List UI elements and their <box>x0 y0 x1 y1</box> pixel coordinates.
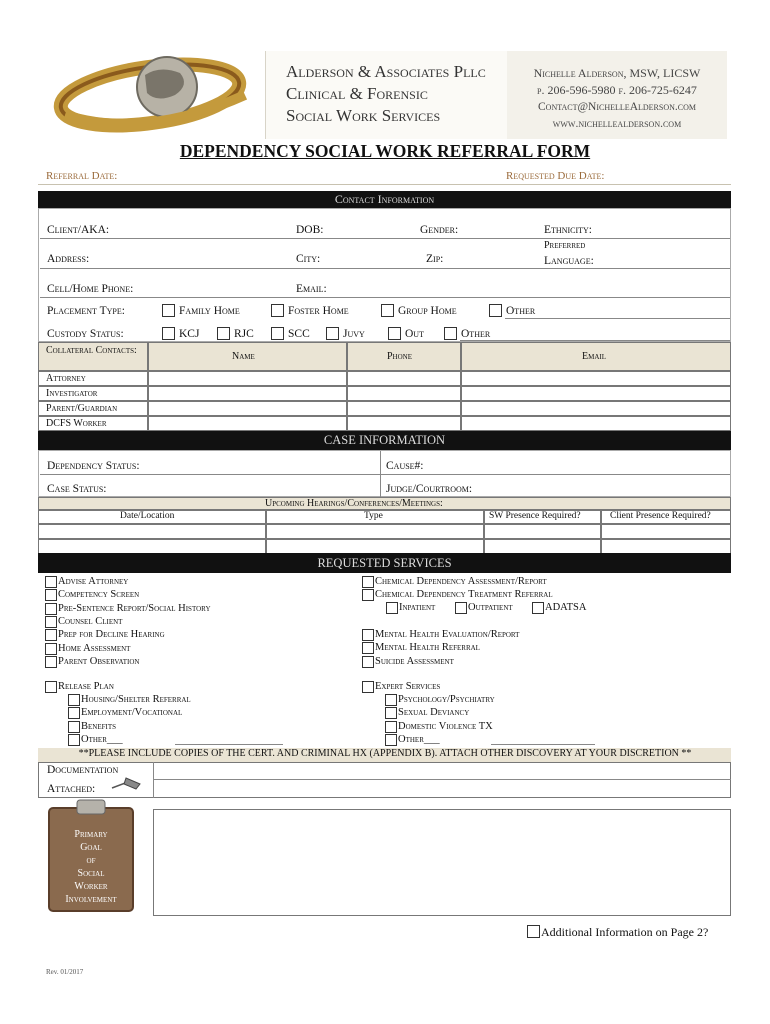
collateral-field-cell[interactable] <box>148 371 347 386</box>
primary-goal-word: Primary <box>74 829 108 840</box>
expert-item-3-checkbox[interactable] <box>385 734 397 746</box>
service-right-top-1-checkbox[interactable] <box>362 589 374 601</box>
kcj-label: KCJ <box>179 328 200 340</box>
release-plan-label: Release Plan <box>58 681 114 692</box>
contact-phones: p. 206-596-5980 f. 206-725-6247 <box>537 83 697 97</box>
rjc-checkbox[interactable] <box>217 327 230 340</box>
service-left-0-checkbox[interactable] <box>45 576 57 588</box>
service-left-4-checkbox[interactable] <box>45 629 57 641</box>
expert-item-2-label: Domestic Violence TX <box>398 720 493 732</box>
hearing-r1-c4[interactable] <box>601 524 731 539</box>
case-line-1 <box>40 474 730 475</box>
case-divider <box>380 451 381 497</box>
collateral-header-label: Collateral Contacts: <box>46 345 137 356</box>
out-checkbox[interactable] <box>388 327 401 340</box>
custody-other-label: Other <box>461 328 491 340</box>
primary-goal-word: Social <box>77 868 105 879</box>
expert-item-2-checkbox[interactable] <box>385 721 397 733</box>
family-home-checkbox[interactable] <box>162 304 175 317</box>
preferred-label: Preferred <box>544 240 586 251</box>
service-right-sub-0-label: Inpatient <box>399 602 436 613</box>
contact-information-bar: Contact Information <box>38 191 731 208</box>
service-left-6-checkbox[interactable] <box>45 656 57 668</box>
custody-status-label: Custody Status: <box>47 328 124 340</box>
gender-label: Gender: <box>420 224 459 236</box>
expert-item-3-label: Other___ <box>398 733 440 745</box>
service-left-0-label: Advise Attorney <box>58 576 129 587</box>
collateral-field-cell[interactable] <box>148 401 347 416</box>
contact-web: www.nichellealderson.com <box>552 118 682 130</box>
requested-due-label: Requested Due Date: <box>506 170 605 182</box>
additional-info-label: Additional Information on Page 2? <box>541 925 709 939</box>
hearing-r2-c2[interactable] <box>266 539 484 554</box>
expert-services-checkbox[interactable] <box>362 681 374 693</box>
documentation-mid-line <box>153 779 731 780</box>
row-line-2 <box>40 268 730 269</box>
expert-item-0-label: Psychology/Psychiatry <box>398 694 495 705</box>
revision-label: Rev. 01/2017 <box>46 968 84 976</box>
address-label: Address: <box>47 253 90 265</box>
discovery-note: **PLEASE INCLUDE COPIES OF THE CERT. AND CRIMINAL HX (APPENDIX B). ATTACH OTHER DISCOVERY AT YOUR DISCRETION ** <box>78 748 692 759</box>
service-left-3-label: Counsel Client <box>58 615 123 627</box>
hearing-r2-c4[interactable] <box>601 539 731 554</box>
upcoming-label: Upcoming Hearings/Conferences/Meetings: <box>265 498 443 509</box>
service-right-mid-1-checkbox[interactable] <box>362 642 374 654</box>
collateral-field-cell[interactable] <box>461 401 731 416</box>
firm-name-line1: Alderson & Associates Pllc <box>286 62 486 81</box>
release-item-1-label: Employment/Vocational <box>81 707 183 719</box>
other-write-in-line[interactable] <box>175 744 283 745</box>
release-item-2-checkbox[interactable] <box>68 721 80 733</box>
placement-other-line[interactable] <box>505 318 730 319</box>
foster-home-checkbox[interactable] <box>271 304 284 317</box>
case-information-bar: CASE INFORMATION <box>38 431 731 450</box>
email-header: Email <box>582 351 606 362</box>
client-label: Client/AKA: <box>47 224 110 236</box>
scc-label: SCC <box>288 328 310 340</box>
zip-label: Zip: <box>426 253 444 265</box>
service-right-mid-0-label: Mental Health Evaluation/Report <box>375 629 520 640</box>
pushpin-icon <box>110 776 144 797</box>
email-label: Email: <box>296 283 327 295</box>
requested-services-bar: REQUESTED SERVICES <box>38 553 731 573</box>
group-home-label: Group Home <box>398 305 457 317</box>
service-right-mid-0-checkbox[interactable] <box>362 629 374 641</box>
type-header: Type <box>364 511 383 521</box>
release-item-3-checkbox[interactable] <box>68 734 80 746</box>
service-right-top-0-checkbox[interactable] <box>362 576 374 588</box>
expert-item-1-label: Sexual Deviancy <box>398 707 470 719</box>
collateral-field-cell[interactable] <box>347 401 461 416</box>
service-right-sub-0-checkbox[interactable] <box>386 602 398 614</box>
release-item-1-checkbox[interactable] <box>68 707 80 719</box>
judge-courtroom-label: Judge/Courtroom: <box>386 483 473 495</box>
primary-goal-word: Worker <box>74 881 108 892</box>
service-right-mid-1-label: Mental Health Referral <box>375 642 480 654</box>
placement-type-label: Placement Type: <box>47 305 125 317</box>
ethnicity-label: Ethnicity: <box>544 224 592 236</box>
service-left-2-label: Pre-Sentence Report/Social History <box>58 602 211 614</box>
service-left-1-checkbox[interactable] <box>45 589 57 601</box>
row-line-3 <box>40 297 730 298</box>
placement-other-label: Other <box>506 305 536 317</box>
attached-label: Attached: <box>47 783 96 795</box>
service-right-sub-1-checkbox[interactable] <box>455 602 467 614</box>
primary-goal-word: Goal <box>80 842 102 853</box>
primary-goal-word: Involvement <box>65 894 117 905</box>
collateral-row-label: Parent/Guardian <box>46 403 118 414</box>
family-home-label: Family Home <box>179 305 240 317</box>
custody-other-checkbox[interactable] <box>444 327 457 340</box>
contact-frame <box>38 208 731 342</box>
service-right-top-0-label: Chemical Dependency Assessment/Report <box>375 576 547 587</box>
collateral-field-cell[interactable] <box>148 416 347 431</box>
collateral-field-cell[interactable] <box>461 416 731 431</box>
contact-email: Contact@NichelleAlderson.com <box>538 101 696 113</box>
service-left-6-label: Parent Observation <box>58 655 140 667</box>
case-status-label: Case Status: <box>47 483 107 495</box>
service-right-mid-2-label: Suicide Assessment <box>375 655 454 667</box>
out-label: Out <box>405 328 424 340</box>
juvy-label: Juvy <box>343 328 365 340</box>
service-right-sub-2-checkbox[interactable] <box>532 602 544 614</box>
service-right-sub-2-label: ADATSA <box>545 602 587 613</box>
collateral-field-cell[interactable] <box>461 371 731 386</box>
name-header: Name <box>232 351 255 362</box>
collateral-row-label: Investigator <box>46 388 98 399</box>
service-right-top-1-label: Chemical Dependency Treatment Referral <box>375 589 553 601</box>
expert-item-1-checkbox[interactable] <box>385 707 397 719</box>
service-right-sub-1-label: Outpatient <box>468 602 513 613</box>
letterhead <box>45 45 725 140</box>
firm-contact <box>507 51 727 139</box>
custody-other-line[interactable] <box>460 340 730 341</box>
placement-other-checkbox[interactable] <box>489 304 502 317</box>
collateral-field-cell[interactable] <box>461 386 731 401</box>
phone-header: Phone <box>387 351 413 362</box>
phone-label: Cell/Home Phone: <box>47 283 134 295</box>
documentation-label: Documentation <box>47 764 119 776</box>
documentation-divider <box>153 762 154 798</box>
other-write-in-line[interactable] <box>491 744 595 745</box>
firm-name-line3: Social Work Services <box>286 106 441 125</box>
cause-label: Cause#: <box>386 460 424 472</box>
hearing-r2-c1[interactable] <box>38 539 266 554</box>
juvy-checkbox[interactable] <box>326 327 339 340</box>
dependency-status-label: Dependency Status: <box>47 460 140 472</box>
release-item-0-label: Housing/Shelter Referral <box>81 694 191 705</box>
group-home-checkbox[interactable] <box>381 304 394 317</box>
collateral-field-cell[interactable] <box>347 386 461 401</box>
firm-name <box>265 51 515 139</box>
collateral-field-cell[interactable] <box>148 386 347 401</box>
release-item-0-checkbox[interactable] <box>68 694 80 706</box>
contact-name: Nichelle Alderson, MSW, LICSW <box>533 66 701 80</box>
form-title: DEPENDENCY SOCIAL WORK REFERRAL FORM <box>179 141 591 161</box>
kcj-checkbox[interactable] <box>162 327 175 340</box>
hearing-r1-c2[interactable] <box>266 524 484 539</box>
firm-logo <box>45 45 260 140</box>
hearing-r1-c3[interactable] <box>484 524 601 539</box>
hearing-r2-c3[interactable] <box>484 539 601 554</box>
additional-info-checkbox[interactable] <box>527 925 540 938</box>
client-presence-header: Client Presence Required? <box>610 511 711 521</box>
service-left-3-checkbox[interactable] <box>45 616 57 628</box>
row-line-1 <box>40 238 730 239</box>
date-location-header: Date/Location <box>120 511 175 521</box>
release-item-2-label: Benefits <box>81 720 117 732</box>
release-plan-checkbox[interactable] <box>45 681 57 693</box>
service-left-4-label: Prep for Decline Hearing <box>58 629 165 641</box>
collateral-row-label: Attorney <box>46 373 86 384</box>
hearing-r1-c1[interactable] <box>38 524 266 539</box>
release-item-3-label: Other___ <box>81 733 123 745</box>
service-left-1-label: Competency Screen <box>58 589 140 601</box>
expert-services-label: Expert Services <box>375 681 441 692</box>
collateral-row-label: DCFS Worker <box>46 418 107 429</box>
service-left-5-label: Home Assessment <box>58 642 131 654</box>
primary-goal-word: of <box>86 855 96 866</box>
scc-checkbox[interactable] <box>271 327 284 340</box>
service-right-mid-2-checkbox[interactable] <box>362 656 374 668</box>
referral-date-label: Referral Date: <box>46 170 118 182</box>
city-label: City: <box>296 253 321 265</box>
expert-item-0-checkbox[interactable] <box>385 694 397 706</box>
dob-label: DOB: <box>296 224 324 236</box>
service-left-5-checkbox[interactable] <box>45 643 57 655</box>
primary-goal-field[interactable] <box>153 809 731 916</box>
service-left-2-checkbox[interactable] <box>45 603 57 615</box>
collateral-field-cell[interactable] <box>347 371 461 386</box>
firm-name-line2: Clinical & Forensic <box>286 84 428 103</box>
primary-goal-label <box>45 828 137 906</box>
rjc-label: RJC <box>234 328 254 340</box>
sw-presence-header: SW Presence Required? <box>489 511 581 521</box>
subheader-rule <box>38 184 731 185</box>
language-label: Language: <box>544 255 594 267</box>
collateral-field-cell[interactable] <box>347 416 461 431</box>
foster-home-label: Foster Home <box>288 305 349 317</box>
